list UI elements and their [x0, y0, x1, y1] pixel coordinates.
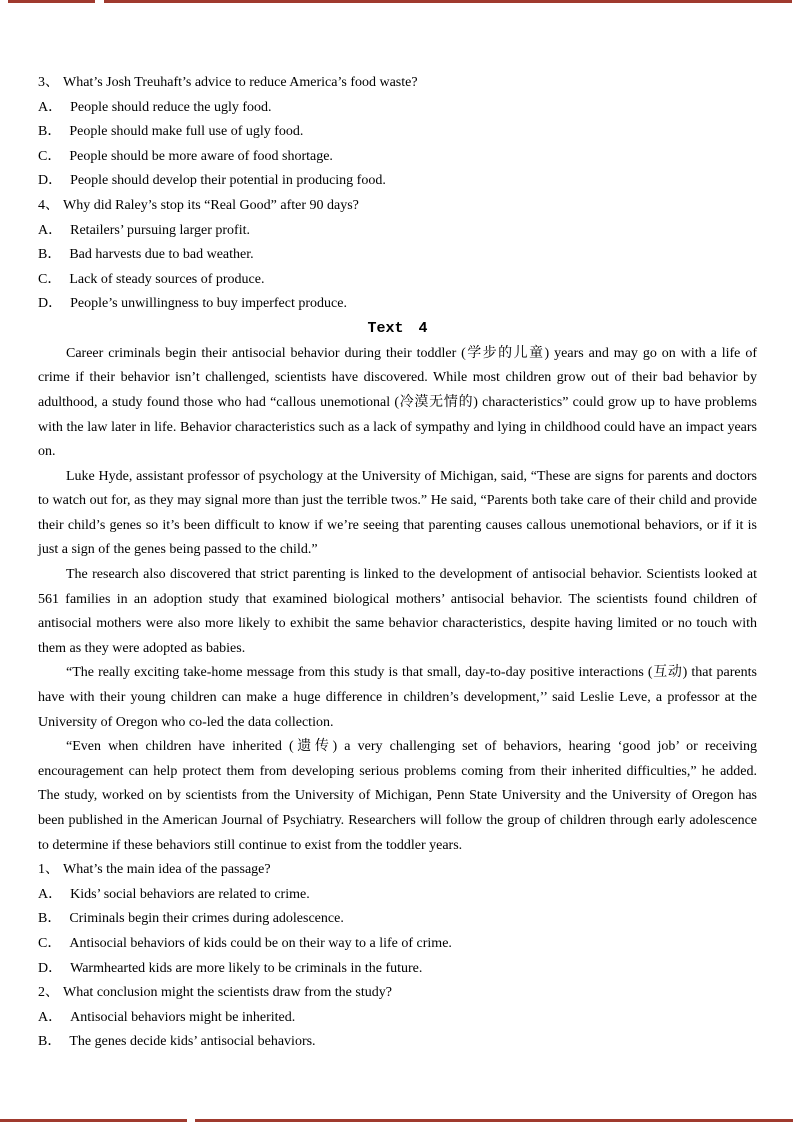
option-label: C．	[38, 148, 62, 164]
page-edge-line-bottom-left	[0, 1119, 187, 1122]
option-text: Antisocial behaviors of kids could be on their way to a life of crime.	[69, 935, 452, 951]
question-1-option-d	[38, 957, 757, 982]
option-label: A．	[38, 99, 63, 115]
option-label: C．	[38, 271, 62, 287]
option-text: Kids’ social behaviors are related to crime.	[70, 886, 310, 902]
option-text: People should develop their potential in producing food.	[70, 173, 386, 189]
question-4	[38, 194, 757, 219]
question-2-option-a	[38, 1006, 757, 1031]
option-label: D．	[38, 960, 63, 976]
question-3-option-b	[38, 120, 757, 145]
option-text: People should reduce the ugly food.	[70, 99, 272, 115]
option-label: A．	[38, 886, 63, 902]
question-3-option-a	[38, 96, 757, 121]
question-4-option-d	[38, 292, 757, 317]
question-number: 1、	[38, 862, 59, 878]
option-text: People should be more aware of food shortage.	[69, 148, 333, 164]
question-number: 3、	[38, 75, 59, 90]
page-edge-line-bottom-right	[195, 1119, 793, 1122]
option-label: B．	[38, 1034, 62, 1050]
passage-paragraph-2: Luke Hyde, assistant professor of psychology at the University of Michigan, said, “These are signs for parents and doctors to watch out for, as they may signal more than just the terrible twos.” He said, “Parents both take care of their child and provide their child’s genes so it’s been difficult to know if we’re seeing that parenting causes callous unemotional behaviors, or if it is just a sign of the genes being passed to the child.”	[38, 468, 757, 558]
question-3-option-d	[38, 169, 757, 194]
question-text: Why did Raley’s stop its “Real Good” after 90 days?	[63, 197, 359, 213]
option-label: A．	[38, 222, 63, 238]
question-1-option-b	[38, 907, 757, 932]
passage-paragraph-4: “The really exciting take-home message from this study is that small, day-to-day positive interactions (互动) that parents have with their young children can make a huge difference in children’s development,’’ said Leslie Leve, a professor at the University of Oregon who co-led the data collection.	[38, 665, 757, 730]
option-text: Criminals begin their crimes during adolescence.	[69, 911, 344, 927]
option-label: D．	[38, 296, 63, 312]
passage-paragraph-1: Career criminals begin their antisocial behavior during their toddler (学步的儿童) years and may go on with a life of crime if their behavior isn’t challenged, scientists have discovered. While most children grow out of their bad behavior by adulthood, a study found those who had “callous unemotional (冷漠无情的) characteristics” could grow up to have problems with the law later in life. Behavior characteristics such as a lack of sympathy and lying in childhood could have an impact years on.	[38, 345, 757, 460]
option-text: Bad harvests due to bad weather.	[69, 247, 254, 263]
question-text: What’s Josh Treuhaft’s advice to reduce America’s food waste?	[63, 75, 418, 90]
option-text: Retailers’ pursuing larger profit.	[70, 222, 250, 238]
option-label: C．	[38, 935, 62, 951]
question-4-option-b	[38, 243, 757, 268]
question-1	[38, 858, 757, 883]
option-text: The genes decide kids’ antisocial behaviors.	[69, 1034, 316, 1050]
passage-title: Text 4	[367, 319, 428, 337]
option-text: Warmhearted kids are more likely to be criminals in the future.	[70, 960, 423, 976]
page-edge-line-top-left	[8, 0, 95, 3]
question-3-option-c	[38, 145, 757, 170]
option-label: A．	[38, 1009, 63, 1025]
question-text: What conclusion might the scientists draw from the study?	[63, 985, 392, 1001]
page-edge-line-top-right	[104, 0, 792, 3]
question-3	[38, 71, 757, 96]
option-label: D．	[38, 173, 63, 189]
question-1-option-a	[38, 883, 757, 908]
option-text: People should make full use of ugly food.	[69, 124, 304, 140]
option-label: B．	[38, 911, 62, 927]
question-2-option-b	[38, 1030, 757, 1055]
option-label: B．	[38, 247, 62, 263]
option-label: B．	[38, 124, 62, 140]
question-2	[38, 981, 757, 1006]
option-text: People’s unwillingness to buy imperfect produce.	[70, 296, 347, 312]
question-4-option-a	[38, 219, 757, 244]
question-4-option-c	[38, 268, 757, 293]
question-number: 4、	[38, 197, 59, 213]
passage-paragraph-3: The research also discovered that strict parenting is linked to the development of antisocial behavior. Scientists looked at 561 families in an adoption study that examined biological mothers’ antisocial behavior. The scientists found children of antisocial mothers were also more likely to exhibit the same behavior characteristics, despite having limited or no touch with them as they were adopted as babies.	[38, 567, 757, 656]
question-text: What’s the main idea of the passage?	[63, 862, 271, 878]
option-text: Antisocial behaviors might be inherited.	[70, 1009, 296, 1025]
passage-paragraph-5: “Even when children have inherited (遗传) a very challenging set of behaviors, hearing ‘good job’ or receiving encouragement can help protect them from developing serious problems coming from their inherited difficulties,” he added. The study, worked on by scientists from the University of Michigan, Penn State University and the University of Oregon has been published in the American Journal of Psychiatry. Researchers will follow the group of children through early adolescence to determine if these behaviors still continue to exist from the toddler years.	[38, 739, 757, 853]
question-number: 2、	[38, 985, 59, 1001]
document-content	[38, 71, 757, 1055]
option-text: Lack of steady sources of produce.	[69, 271, 265, 287]
question-1-option-c	[38, 932, 757, 957]
